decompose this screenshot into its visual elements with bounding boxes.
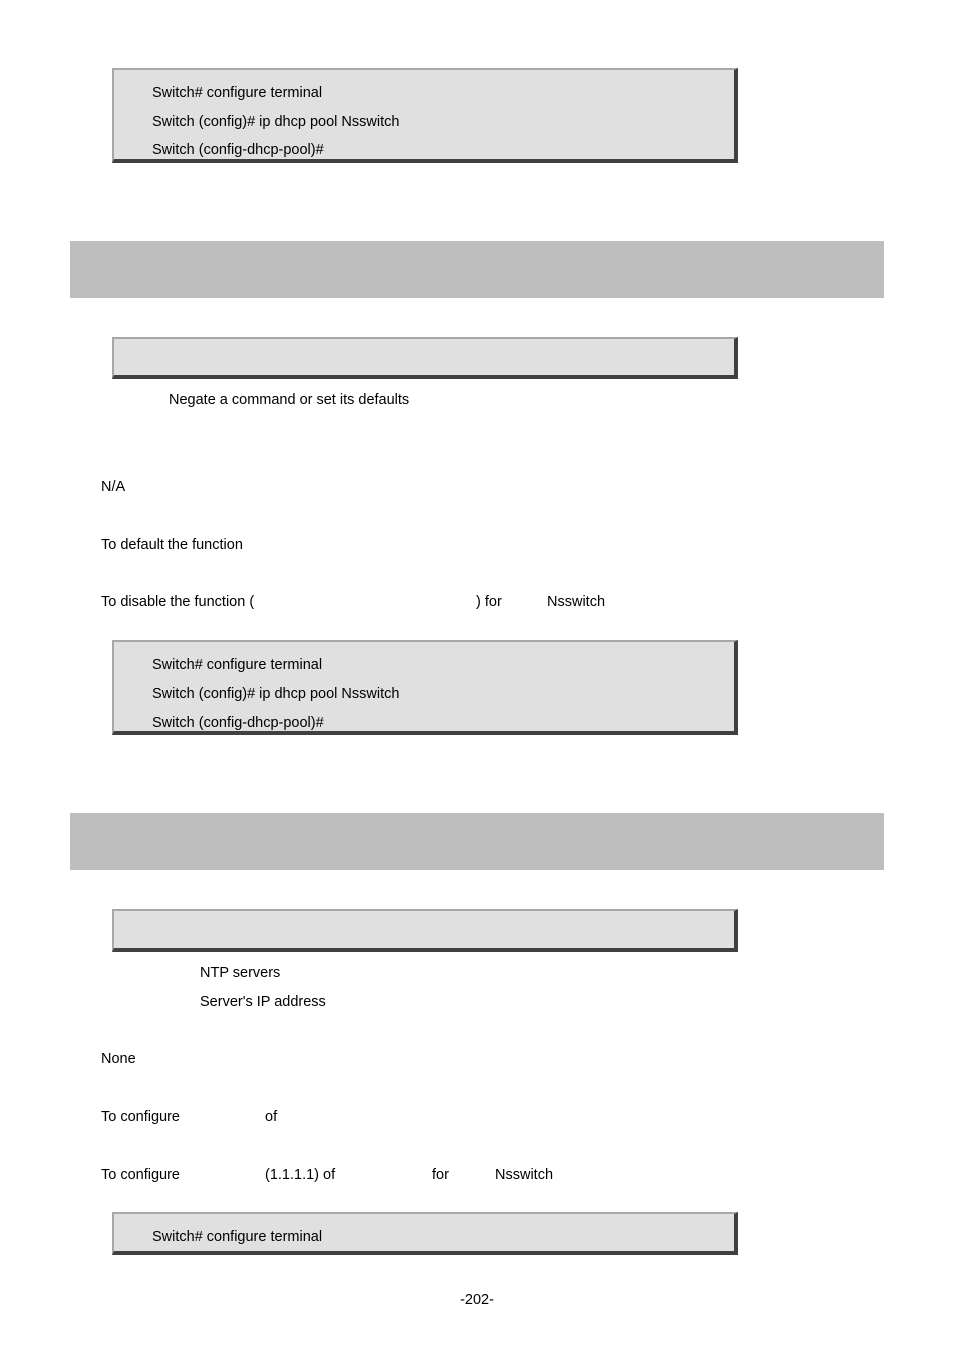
parameter-description: NTP servers	[200, 965, 281, 981]
code-line: Switch# configure terminal	[152, 85, 323, 101]
code-line: Switch (config-dhcp-pool)#	[152, 142, 324, 158]
example-text-for: for	[432, 1167, 449, 1183]
syntax-box	[112, 909, 738, 952]
usage-text-prefix: To configure	[101, 1109, 180, 1125]
parameter-description: Negate a command or set its defaults	[169, 392, 410, 408]
example-text-prefix: To disable the function (	[101, 594, 255, 610]
code-block-configure	[112, 1212, 738, 1255]
usage-text-of: of	[265, 1109, 278, 1125]
default-value: None	[101, 1051, 136, 1067]
code-line: Switch (config-dhcp-pool)#	[152, 715, 324, 731]
example-pool-name: Nsswitch	[495, 1167, 554, 1183]
example-text-mid: ) for	[476, 594, 502, 610]
syntax-box	[112, 337, 738, 379]
code-line: Switch# configure terminal	[152, 657, 323, 673]
code-block-dhcp-pool	[112, 68, 738, 163]
default-value: N/A	[101, 479, 126, 495]
code-line: Switch# configure terminal	[152, 1229, 323, 1245]
example-pool-name: Nsswitch	[547, 594, 606, 610]
example-text-prefix: To configure	[101, 1167, 180, 1183]
example-ip: (1.1.1.1) of	[265, 1167, 336, 1183]
code-line: Switch (config)# ip dhcp pool Nsswitch	[152, 114, 400, 130]
code-line: Switch (config)# ip dhcp pool Nsswitch	[152, 686, 400, 702]
section-heading-band	[70, 241, 884, 298]
usage-text: To default the function	[101, 537, 243, 553]
page-number: -202-	[460, 1292, 494, 1308]
code-block-dhcp-pool	[112, 640, 738, 735]
parameter-description: Server's IP address	[200, 994, 326, 1010]
section-heading-band	[70, 813, 884, 870]
